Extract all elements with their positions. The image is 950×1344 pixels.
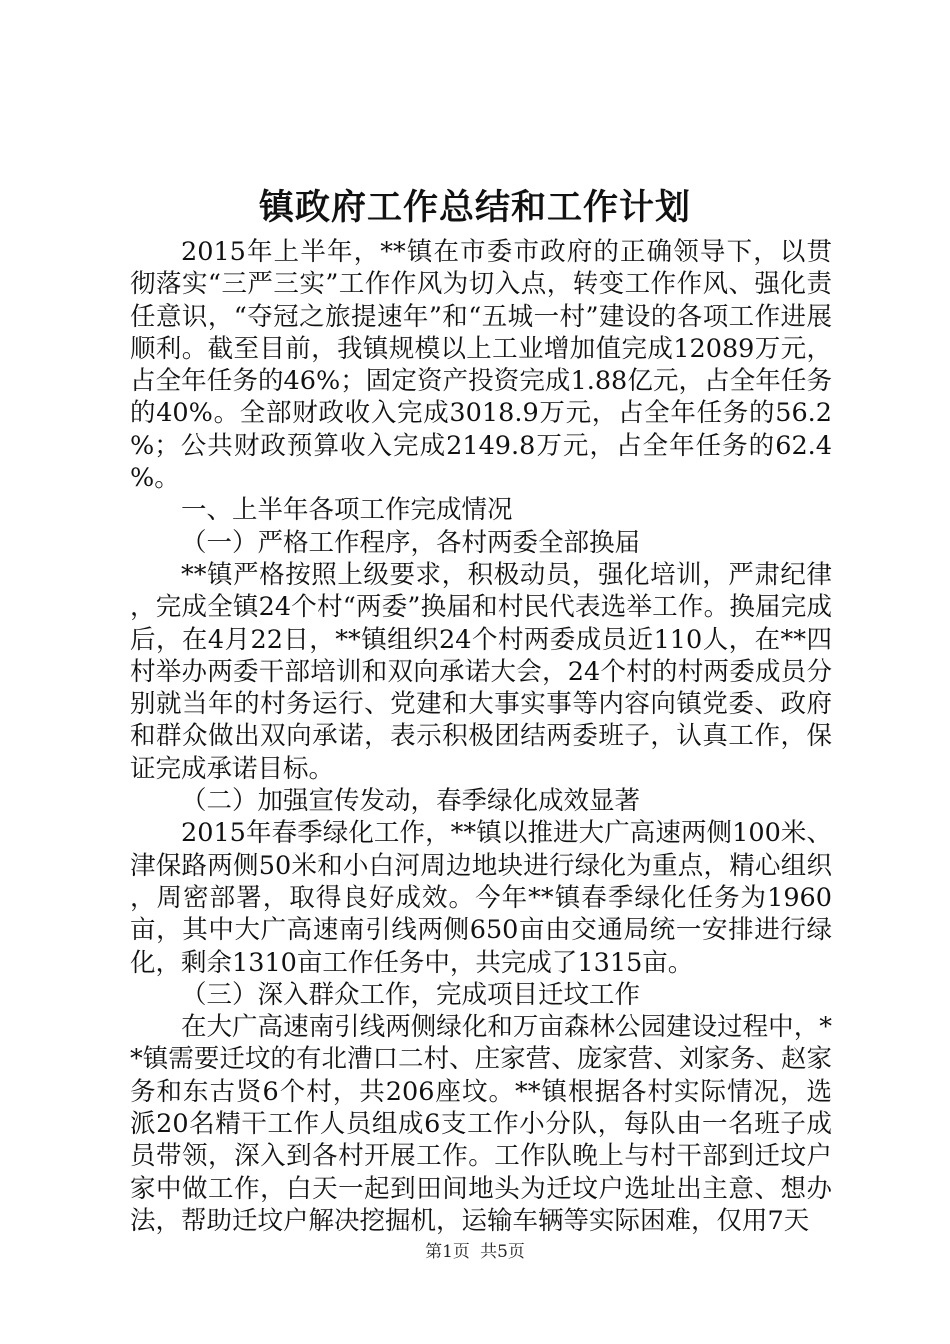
paragraph-village-election: **镇严格按照上级要求，积极动员，强化培训，严肃纪律，完成全镇24个村“两委”换届和村民代表选举工作。换届完成后，在4月22日，**镇组织24个村两委成员近110人，在**四村举办两委干部培训和双向承诺大会，24个村的村两委成员分别就当年的村务运行、党建和大事实事等内容向镇党委、政府和群众做出双向承诺，表示积极团结两委班子，认真工作，保证完成承诺目标。: [130, 559, 832, 784]
section-heading-1: 一、上半年各项工作完成情况: [181, 495, 513, 526]
paragraph-spring-greening: 2015年春季绿化工作，**镇以推进大广高速两侧100米、津保路两侧50米和小白河周边地块进行绿化为重点，精心组织，周密部署，取得良好成效。今年**镇春季绿化任务为1960亩，其中大广高速南引线两侧650亩由交通局统一安排进行绿化，剩余1310亩工作任务中，共完成了1315亩。: [130, 818, 832, 978]
intro-paragraph: 2015年上半年，**镇在市委市政府的正确领导下，以贯彻落实“三严三实”工作作风为切入点，转变工作作风、强化责任意识，“夺冠之旅提速年”和“五城一村”建设的各项工作进展顺利。截至目前，我镇规模以上工业增加值完成12089万元，占全年任务的46%；固定资产投资完成1.88亿元，占全年任务的40%。全部财政收入完成3018.9万元，占全年任务的56.2%；公共财政预算收入完成2149.8万元，占全年任务的62.4%。: [130, 237, 832, 494]
document-body: [130, 236, 832, 1237]
page-number: 第1页: [425, 1242, 470, 1262]
subsection-heading-2: （二）加强宣传发动，春季绿化成效显著: [181, 786, 641, 817]
page-footer: [0, 1240, 950, 1264]
subsection-heading-3: （三）深入群众工作，完成项目迁坟工作: [181, 979, 641, 1010]
paragraph-grave-relocation: 在大广高速南引线两侧绿化和万亩森林公园建设过程中，**镇需要迁坟的有北漕口二村、庄家营、庞家营、刘家务、赵家务和东古贤6个村，共206座坟。**镇根据各村实际情况，选派20名精干工作人员组成6支工作小分队，每队由一名班子成员带领，深入到各村开展工作。工作队晚上与村干部到迁坟户家中做工作，白天一起到田间地头为迁坟户选址出主意、想办法，帮助迁坟户解决挖掘机，运输车辆等实际困难，仅用7天: [130, 1012, 832, 1236]
page-total: 共5页: [480, 1242, 525, 1262]
subsection-heading-1: （一）严格工作程序，各村两委全部换届: [181, 527, 641, 558]
document-title: 镇政府工作总结和工作计划: [258, 187, 691, 228]
